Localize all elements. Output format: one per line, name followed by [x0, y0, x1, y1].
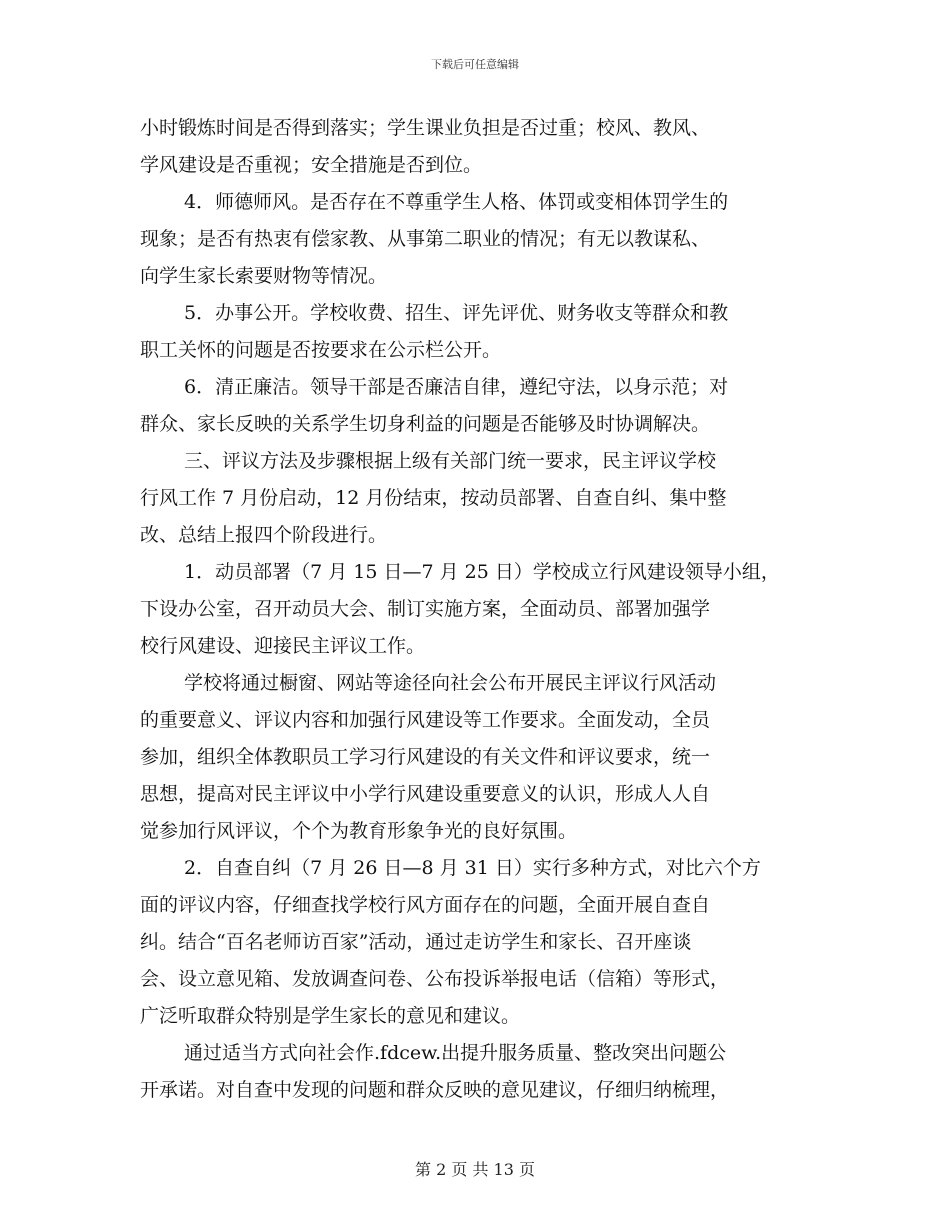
- text-line: 职工关怀的问题是否按要求在公示栏公开。: [140, 339, 502, 361]
- text-line: 1．动员部署（7 月 15 日—7 月 25 日）学校成立行风建设领导小组，: [184, 561, 780, 583]
- text-line: 下设办公室，召开动员大会、制订实施方案，全面动员、部署加强学: [140, 598, 711, 620]
- text-line: 广泛听取群众特别是学生家长的意见和建议。: [140, 1005, 521, 1027]
- text-line: 行风工作 7 月份启动，12 月份结束，按动员部署、自查自纠、集中整: [140, 487, 727, 509]
- text-line: 2．自查自纠（7 月 26 日—8 月 31 日）实行多种方式，对比六个方: [184, 857, 761, 879]
- text-line: 4．师德师风。是否存在不尊重学生人格、体罚或变相体罚学生的: [184, 191, 729, 213]
- text-line: 学校将通过橱窗、网站等途径向社会公布开展民主评议行风活动: [184, 672, 717, 694]
- text-line: 的重要意义、评议内容和加强行风建设等工作要求。全面发动，全员: [140, 709, 711, 731]
- document-body: [140, 110, 812, 1109]
- text-line: 开承诺。对自查中发现的问题和群众反映的意见建议，仔细归纳梳理，: [140, 1079, 730, 1101]
- text-line: 学风建设是否重视；安全措施是否到位。: [140, 154, 483, 176]
- text-line: 三、评议方法及步骤根据上级有关部门统一要求，民主评议学校: [184, 450, 717, 472]
- page-number-footer: 第 2 页 共 13 页: [415, 1160, 535, 1179]
- text-line: 通过适当方式向社会作.fdcew.出提升服务质量、整改突出问题公: [184, 1042, 727, 1064]
- text-line: 思想，提高对民主评议中小学行风建设重要意义的认识，形成人人自: [140, 783, 711, 805]
- text-line: 觉参加行风评议，个个为教育形象争光的良好氛围。: [140, 820, 578, 842]
- text-line: 向学生家长索要财物等情况。: [140, 265, 388, 287]
- text-line: 5．办事公开。学校收费、招生、评先评优、财务收支等群众和教: [184, 302, 729, 324]
- page-header-note: 下载后可任意编辑: [431, 58, 519, 71]
- text-line: 面的评议内容，仔细查找学校行风方面存在的问题，全面开展自查自: [140, 894, 711, 916]
- text-line: 6．清正廉洁。领导干部是否廉洁自律，遵纪守法，以身示范；对: [184, 376, 729, 398]
- text-line: 会、设立意见箱、发放调查问卷、公布投诉举报电话（信箱）等形式，: [140, 968, 730, 990]
- text-line: 校行风建设、迎接民主评议工作。: [140, 635, 426, 657]
- text-line: 改、总结上报四个阶段进行。: [140, 524, 388, 546]
- text-line: 群众、家长反映的关系学生切身利益的问题是否能够及时协调解决。: [140, 413, 711, 435]
- text-line: 现象；是否有热衷有偿家教、从事第二职业的情况；有无以教谋私、: [140, 228, 711, 250]
- text-line: 小时锻炼时间是否得到落实；学生课业负担是否过重；校风、教风、: [140, 117, 711, 139]
- text-line: 纠。结合“百名老师访百家”活动，通过走访学生和家长、召开座谈: [140, 931, 692, 953]
- text-line: 参加，组织全体教职员工学习行风建设的有关文件和评议要求，统一: [140, 746, 711, 768]
